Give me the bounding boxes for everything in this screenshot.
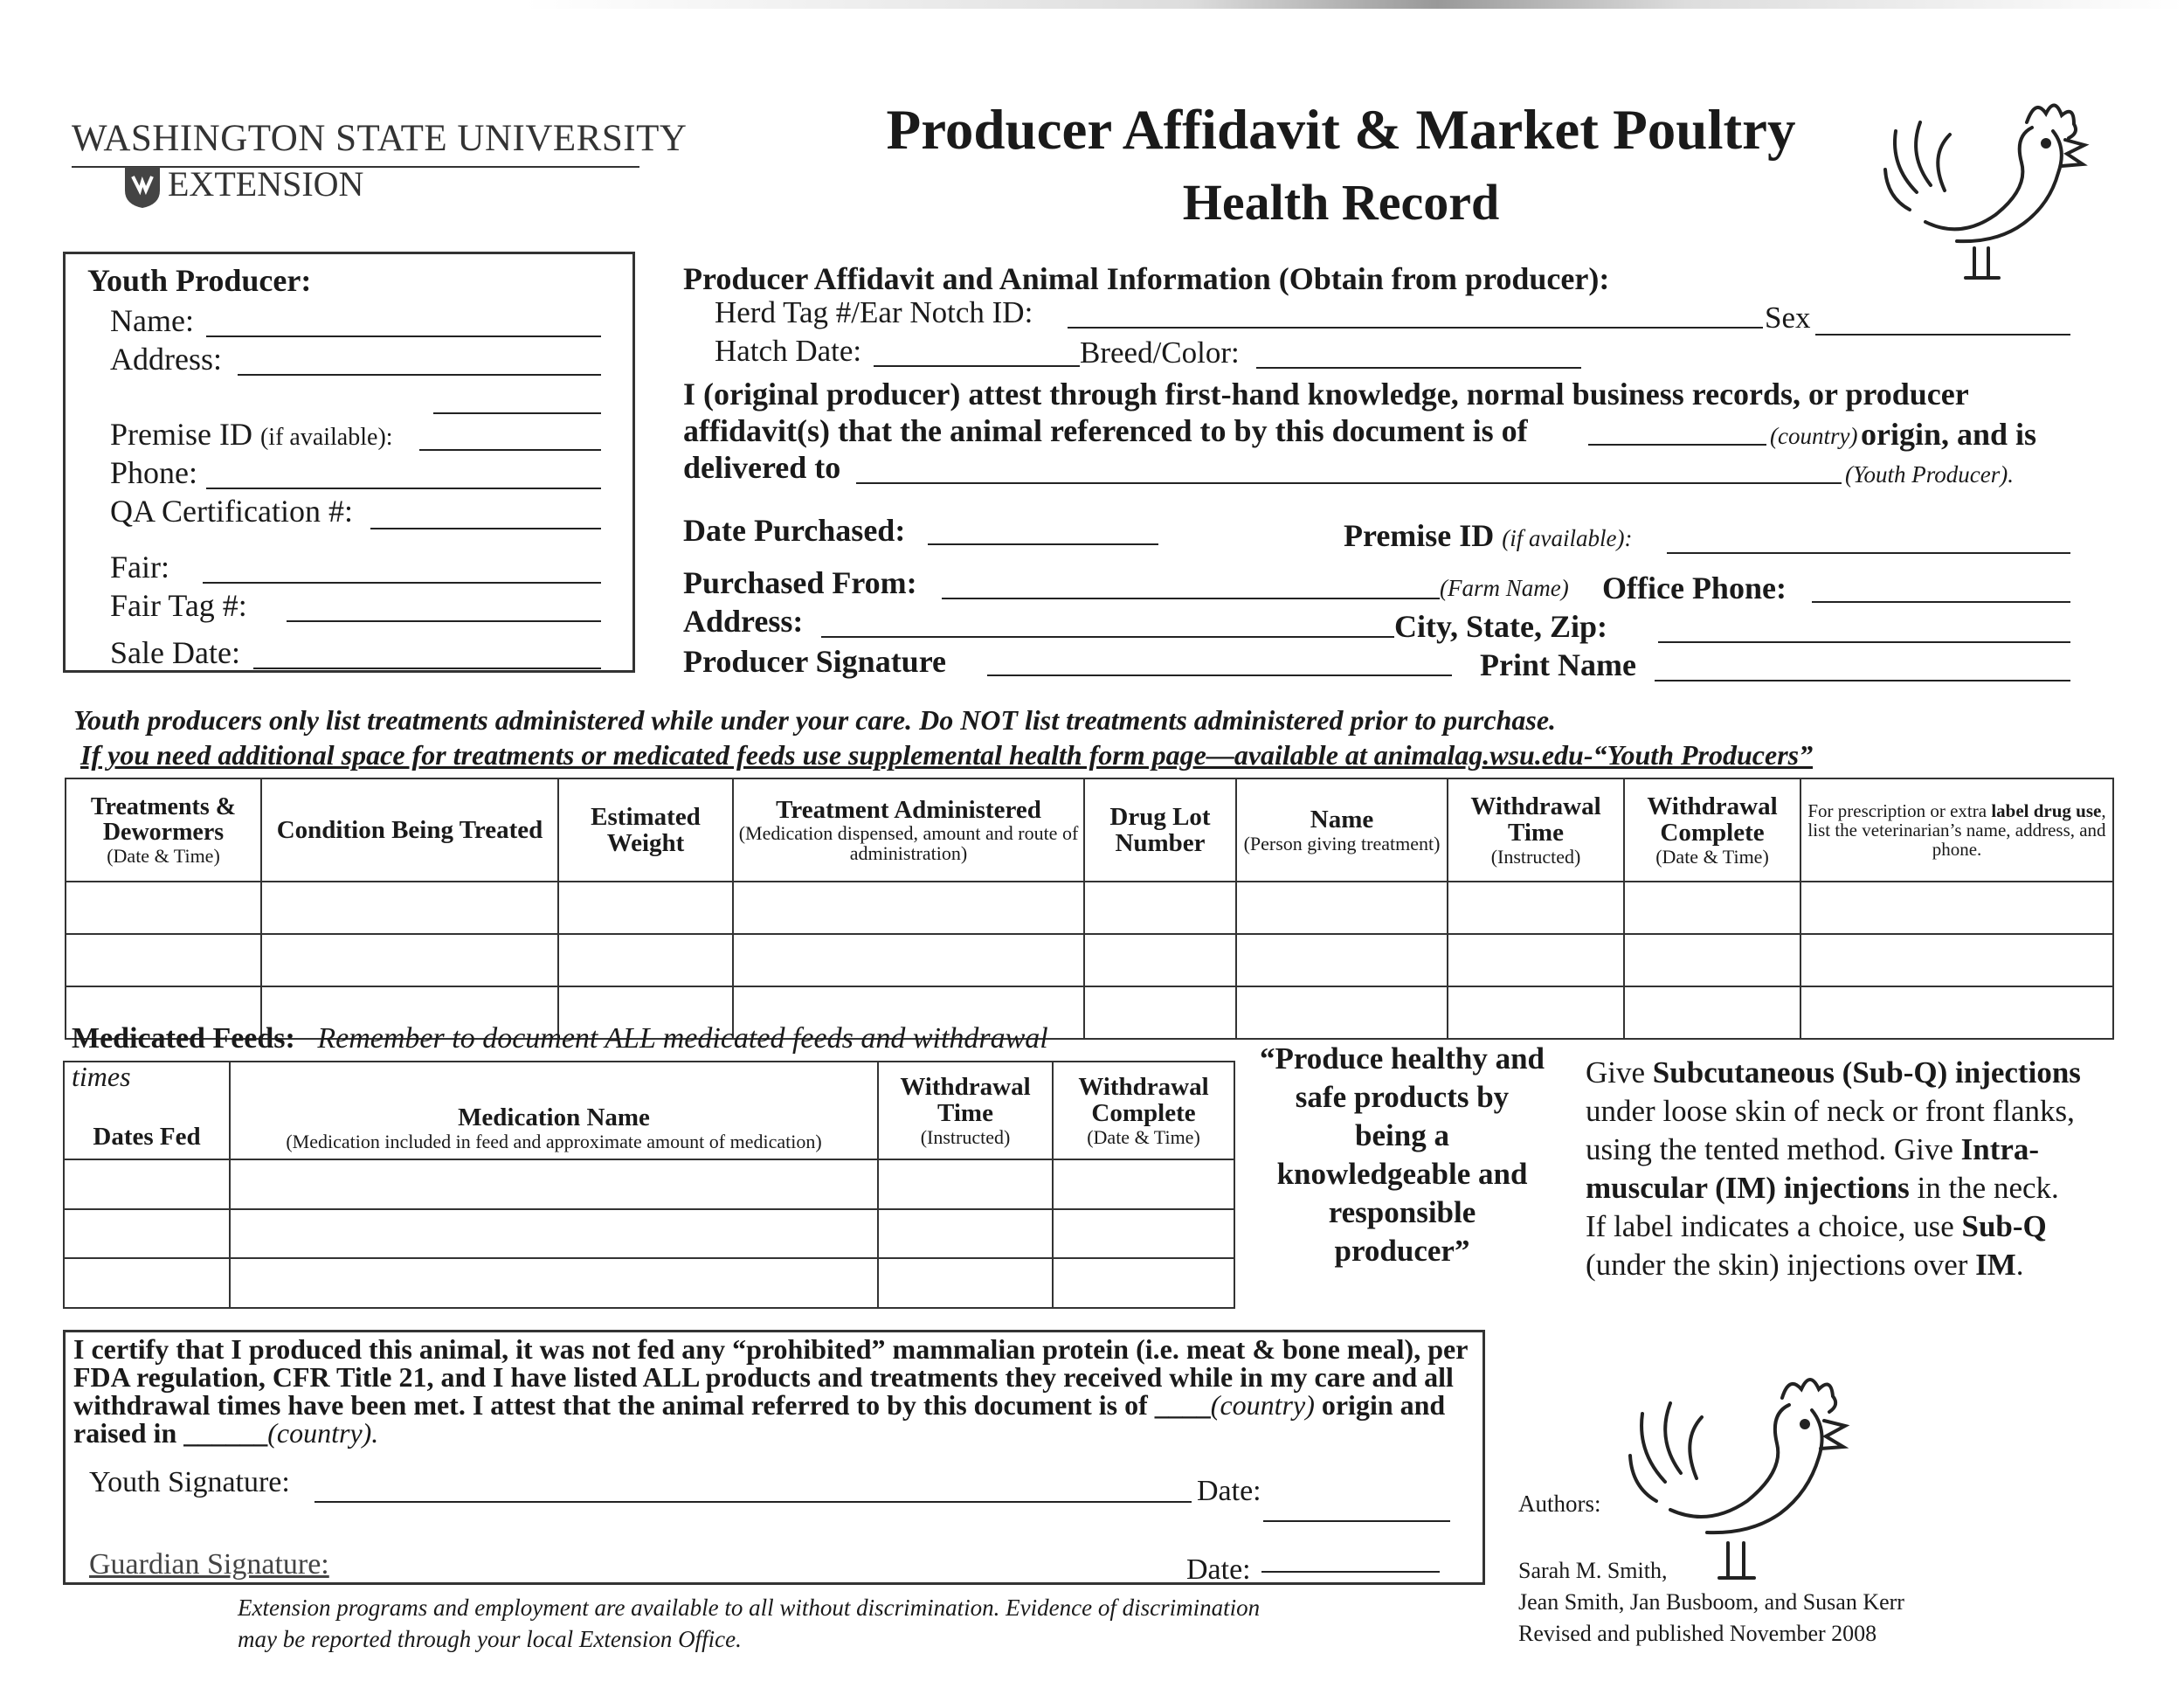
date-purchased-label: Date Purchased: <box>683 513 906 548</box>
youth-signature-label: Youth Signature: <box>89 1466 290 1498</box>
table-row[interactable] <box>66 882 2113 934</box>
country-hint: (country) <box>1770 423 1858 449</box>
guardian-date-field[interactable] <box>1261 1571 1440 1573</box>
guardian-date-label: Date: <box>1186 1553 1251 1586</box>
attest-line-3: delivered to <box>683 450 841 485</box>
col-treatments: Treatments & Dewormers (Date & Time) <box>66 778 261 882</box>
youth-fair-tag-label: Fair Tag #: <box>110 588 247 623</box>
authors-names: Sarah M. Smith, Jean Smith, Jan Busboom, and Susan Kerr Revised and published November 2008 <box>1518 1558 1904 1646</box>
table-cell[interactable] <box>1800 882 2113 934</box>
page-title: Producer Affidavit & Market Poultry <box>886 99 1796 162</box>
affidavit-heading: Producer Affidavit and Animal Information (Obtain from producer): <box>683 261 1610 296</box>
youth-phone-field[interactable] <box>206 488 601 489</box>
table-cell[interactable] <box>1800 934 2113 986</box>
table-cell[interactable] <box>64 1209 230 1259</box>
youth-fair-field[interactable] <box>203 582 601 584</box>
certification-statement: I certify that I produced this animal, it was not fed any “prohibited” mammalian protein (i.e. meat & bone meal), per FDA regulation, CFR Title 21, and I have listed ALL products and treatments they received while in my care and all withdrawal times have been met. I attest that the animal referred to by this document is of ____(country) origin and raised in ______(country). <box>73 1333 1468 1449</box>
youth-qa-label: QA Certification #: <box>110 494 353 529</box>
producer-signature-label: Producer Signature <box>683 644 947 679</box>
youth-date-field[interactable] <box>1263 1520 1450 1522</box>
table-cell[interactable] <box>1448 986 1624 1039</box>
youth-name-field[interactable] <box>206 336 601 337</box>
print-name-field[interactable] <box>1655 680 2070 681</box>
table-cell[interactable] <box>1448 882 1624 934</box>
medicated-feeds-heading: Medicated Feeds: Remember to document ALL medicated feeds and withdrawal <box>72 1022 1048 1055</box>
table-cell[interactable] <box>1624 882 1800 934</box>
page-subtitle: Health Record <box>1182 174 1500 231</box>
city-state-zip-label: City, State, Zip: <box>1394 609 1608 644</box>
col-withdrawal-complete: Withdrawal Complete (Date & Time) <box>1624 778 1800 882</box>
table-row[interactable] <box>64 1159 1234 1209</box>
farm-name-hint: (Farm Name) <box>1440 575 1569 601</box>
breed-field[interactable] <box>1256 367 1581 369</box>
col-medication-name: Medication Name (Medication included in feed and approximate amount of medication) <box>230 1062 878 1159</box>
office-phone-field[interactable] <box>1812 601 2070 603</box>
office-phone-label: Office Phone: <box>1602 571 1787 605</box>
rooster-icon <box>1878 87 2105 288</box>
address-field[interactable] <box>821 636 1394 638</box>
table-cell[interactable] <box>1448 934 1624 986</box>
breed-label: Breed/Color: <box>1080 336 1240 370</box>
youth-name-label: Name: <box>110 303 194 338</box>
hatch-date-field[interactable] <box>874 365 1080 367</box>
col-withdrawal-time: Withdrawal Time (Instructed) <box>1448 778 1624 882</box>
youth-phone-label: Phone: <box>110 455 198 490</box>
nondiscrimination-footer: Extension programs and employment are available to all without discrimination. Evidence of discrimination may be reported through your local Extension Office. <box>238 1595 1261 1652</box>
table-cell[interactable] <box>230 1159 878 1209</box>
table-cell[interactable] <box>64 1159 230 1209</box>
youth-premise-field[interactable] <box>419 449 601 451</box>
youth-sale-date-label: Sale Date: <box>110 635 240 670</box>
scan-edge-shadow <box>524 0 2184 9</box>
table-cell[interactable] <box>1236 986 1448 1039</box>
guardian-signature-label: Guardian Signature: <box>89 1548 329 1581</box>
col-condition: Condition Being Treated <box>261 778 558 882</box>
youth-signature-field[interactable] <box>314 1501 1192 1503</box>
table-cell[interactable] <box>1236 934 1448 986</box>
hatch-date-label: Hatch Date: <box>715 334 862 368</box>
attest-line-1: I (original producer) attest through first-hand knowledge, normal business records, or producer <box>683 377 1969 412</box>
youth-fair-tag-field[interactable] <box>287 620 601 622</box>
youth-qa-field[interactable] <box>370 528 601 529</box>
treatments-header-row <box>66 778 2113 882</box>
table-cell[interactable] <box>733 882 1084 934</box>
premise-label: Premise ID (if available): <box>1344 518 1633 553</box>
youth-address-field[interactable] <box>238 374 601 376</box>
premise-field[interactable] <box>1667 552 2070 554</box>
youth-fair-label: Fair: <box>110 550 169 585</box>
col-feed-withdrawal-time: Withdrawal Time (Instructed) <box>878 1062 1053 1159</box>
supplemental-note: If you need additional space for treatments or medicated feeds use supplemental health form page—available at animalag.wsu.edu-“Youth Producers” <box>80 739 1814 771</box>
wsu-extension-label: EXTENSION <box>168 164 364 204</box>
rooster-icon <box>1625 1363 1870 1590</box>
table-row[interactable] <box>64 1209 1234 1259</box>
address-label: Address: <box>683 604 804 639</box>
wsu-seal-icon <box>122 164 162 210</box>
youth-address-label: Address: <box>110 342 222 377</box>
table-cell[interactable] <box>230 1258 878 1308</box>
table-cell[interactable] <box>1053 1258 1234 1308</box>
attest-line-2b: origin, and is <box>1861 417 2037 452</box>
youth-date-label: Date: <box>1197 1475 1261 1507</box>
feeds-header-row <box>64 1062 1234 1159</box>
col-treatment-admin: Treatment Administered (Medication dispensed, amount and route of administration) <box>733 778 1084 882</box>
treatment-note: Youth producers only list treatments administered while under your care. Do NOT list treatments administered prior to purchase. <box>73 704 1557 736</box>
injection-guidance: Give Subcutaneous (Sub-Q) injections under loose skin of neck or front flanks, using the tented method. Give Intra- muscular (IM) injections in the neck. If label indicates a choice, use Sub-Q (under the skin) injections over IM. <box>1586 1055 2081 1282</box>
col-weight: Estimated Weight <box>558 778 733 882</box>
col-feed-withdrawal-complete: Withdrawal Complete (Date & Time) <box>1053 1062 1234 1159</box>
table-cell[interactable] <box>1084 986 1236 1039</box>
table-cell[interactable] <box>1800 986 2113 1039</box>
table-cell[interactable] <box>558 934 733 986</box>
col-vet-info: For prescription or extra label drug use, list the veterinarian’s name, address, and phone. <box>1800 778 2113 882</box>
sex-field[interactable] <box>1815 334 2070 336</box>
table-cell[interactable] <box>1624 934 1800 986</box>
table-cell[interactable] <box>733 934 1084 986</box>
youth-producer-heading: Youth Producer: <box>87 263 312 298</box>
sex-label: Sex <box>1765 301 1811 335</box>
medicated-feeds-times: times <box>72 1061 131 1092</box>
wsu-wordmark: WASHINGTON STATE UNIVERSITY <box>72 118 688 159</box>
medicated-feeds-table <box>63 1061 1235 1309</box>
origin-country-field[interactable] <box>1588 444 1766 446</box>
youth-address-field-2[interactable] <box>433 412 601 414</box>
table-cell[interactable] <box>878 1159 1053 1209</box>
table-cell[interactable] <box>558 882 733 934</box>
city-state-zip-field[interactable] <box>1658 641 2070 643</box>
table-cell[interactable] <box>878 1209 1053 1259</box>
col-dates-fed: Dates Fed <box>64 1062 230 1159</box>
table-cell[interactable] <box>878 1258 1053 1308</box>
herd-tag-field[interactable] <box>1068 327 1763 329</box>
purchased-from-field[interactable] <box>942 598 1440 599</box>
table-cell[interactable] <box>66 882 261 934</box>
col-name: Name (Person giving treatment) <box>1236 778 1448 882</box>
table-cell[interactable] <box>1053 1159 1234 1209</box>
table-row[interactable] <box>66 934 2113 986</box>
delivered-to-field[interactable] <box>856 482 1842 484</box>
attest-line-2a: affidavit(s) that the animal referenced to by this document is of <box>683 413 1528 448</box>
motto-quote: “Produce healthy and safe products by being a knowledgeable and responsible producer” <box>1259 1041 1545 1268</box>
date-purchased-field[interactable] <box>928 543 1158 545</box>
table-cell[interactable] <box>64 1258 230 1308</box>
col-drug-lot: Drug Lot Number <box>1084 778 1236 882</box>
table-cell[interactable] <box>1053 1209 1234 1259</box>
table-cell[interactable] <box>1084 882 1236 934</box>
producer-signature-field[interactable] <box>987 675 1452 676</box>
print-name-label: Print Name <box>1480 647 1636 682</box>
table-row[interactable] <box>64 1258 1234 1308</box>
table-cell[interactable] <box>1084 934 1236 986</box>
treatments-table <box>65 778 2114 1040</box>
youth-sale-date-field[interactable] <box>253 668 601 669</box>
authors-label: Authors: <box>1518 1491 1601 1517</box>
table-cell[interactable] <box>1624 986 1800 1039</box>
table-cell[interactable] <box>261 934 558 986</box>
youth-premise-label: Premise ID (if available): <box>110 417 393 452</box>
table-cell[interactable] <box>66 934 261 986</box>
table-cell[interactable] <box>1236 882 1448 934</box>
herd-tag-label: Herd Tag #/Ear Notch ID: <box>715 295 1033 329</box>
youth-producer-hint: (Youth Producer). <box>1845 461 2014 488</box>
table-cell[interactable] <box>261 882 558 934</box>
purchased-from-label: Purchased From: <box>683 565 917 600</box>
table-cell[interactable] <box>230 1209 878 1259</box>
